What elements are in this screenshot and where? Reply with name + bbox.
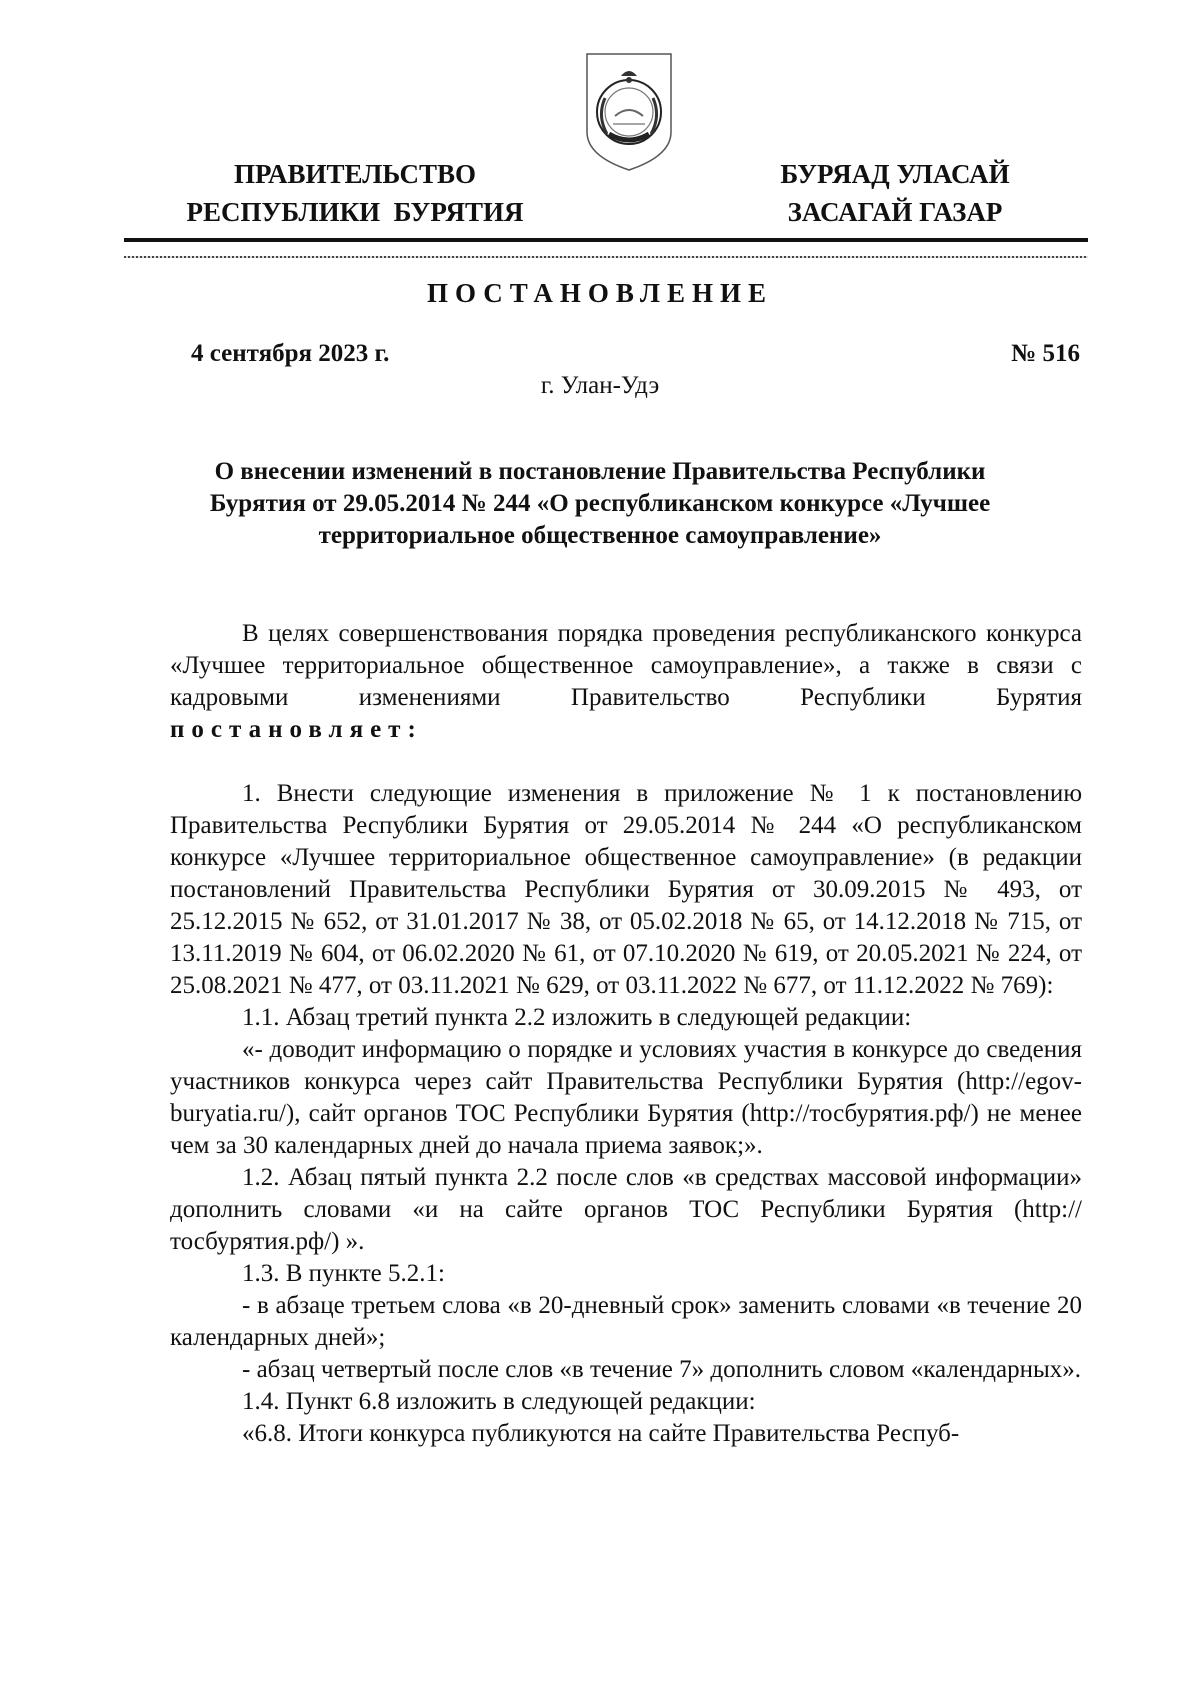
body-paragraph: «6.8. Итоги конкурса публикуются на сайте Правительства Респуб- (242, 1420, 960, 1447)
document-date: 4 сентября 2023 г. (191, 340, 390, 367)
body-paragraph: 1.3. В пункте 5.2.1: (242, 1260, 445, 1287)
body-paragraph: 1.2. Абзац пятый пункта 2.2 после слов «в средствах массовой информации» дополнить словами «и на сайте органов ТОС Республики Бурятия (http://тосбурятия.рф/) ». (170, 1164, 1082, 1255)
body-paragraph: 1.1. Абзац третий пункта 2.2 изложить в следующей редакции: (242, 1004, 912, 1031)
header-government-name-ru (170, 155, 540, 231)
header-government-name-bua (745, 155, 1045, 231)
body-paragraph: «- доводит информацию о порядке и условиях участия в конкурсе до сведения участников конкурса через сайт Правительства Республики Бурятия (http://egov-buryatia.ru/), сайт органов ТОС Республики Бурятия (http://тосбурятия.рф/) не менее чем за 30 календарных дней до начала приема заявок;». (170, 1036, 1082, 1159)
document-title: О внесении изменений в постановление Правительства Республики Бурятия от 29.05.2014 № 244 «О республиканском конкурсе «Лучшее территориальное общественное самоуправление» (209, 458, 991, 549)
header-left-line-2: РЕСПУБЛИКИ БУРЯТИЯ (186, 197, 524, 227)
document-number: № 516 (1011, 340, 1080, 367)
header-left-line-1: ПРАВИТЕЛЬСТВО (233, 159, 477, 189)
document-type-heading: ПОСТАНОВЛЕНИЕ (426, 278, 774, 308)
header-rule-thick (124, 238, 1088, 242)
header-rule-thin (124, 256, 1088, 258)
coat-of-arms-emblem (583, 50, 675, 174)
header-right-line-1: БУРЯАД УЛАСАЙ (780, 159, 1010, 189)
body-paragraph: 1.4. Пункт 6.8 изложить в следующей редакции: (242, 1388, 756, 1415)
preamble-text: В целях совершенствования порядка проведения республиканского конкурса «Лучшее территориальное общественное самоуправление», а также в связи с кадровыми изменениями Правительство Республики Бурятия (170, 620, 1082, 711)
document-body (170, 618, 1082, 1450)
body-paragraph: 1. Внести следующие изменения в приложение № 1 к постановлению Правительства Республики Бурятия от 29.05.2014 № 244 «О республиканском конкурсе «Лучшее территориальное общественное самоуправление» (в редакции постановлений Правительства Республики Бурятия от 30.09.2015 № 493, от 25.12.2015 № 652, от 31.01.2017 № 38, от 05.02.2018 № 65, от 14.12.2018 № 715, от 13.11.2019 № 604, от 06.02.2020 № 61, от 07.10.2020 № 619, от 20.05.2021 № 224, от 25.08.2021 № 477, от 03.11.2021 № 629, от 03.11.2022 № 677, от 11.12.2022 № 769): (170, 780, 1082, 999)
body-paragraph: - в абзаце третьем слова «в 20-дневный срок» заменить словами «в течение 20 календарных дней»; (170, 1292, 1082, 1351)
document-city: г. Улан-Удэ (540, 372, 660, 399)
resolves-word: постановляет: (170, 716, 423, 743)
header-right-line-2: ЗАСАГАЙ ГАЗАР (787, 197, 1003, 227)
preamble-paragraph (170, 618, 1082, 746)
body-paragraph: - абзац четвертый после слов «в течение 7» дополнить словом «календарных». (242, 1356, 1082, 1383)
